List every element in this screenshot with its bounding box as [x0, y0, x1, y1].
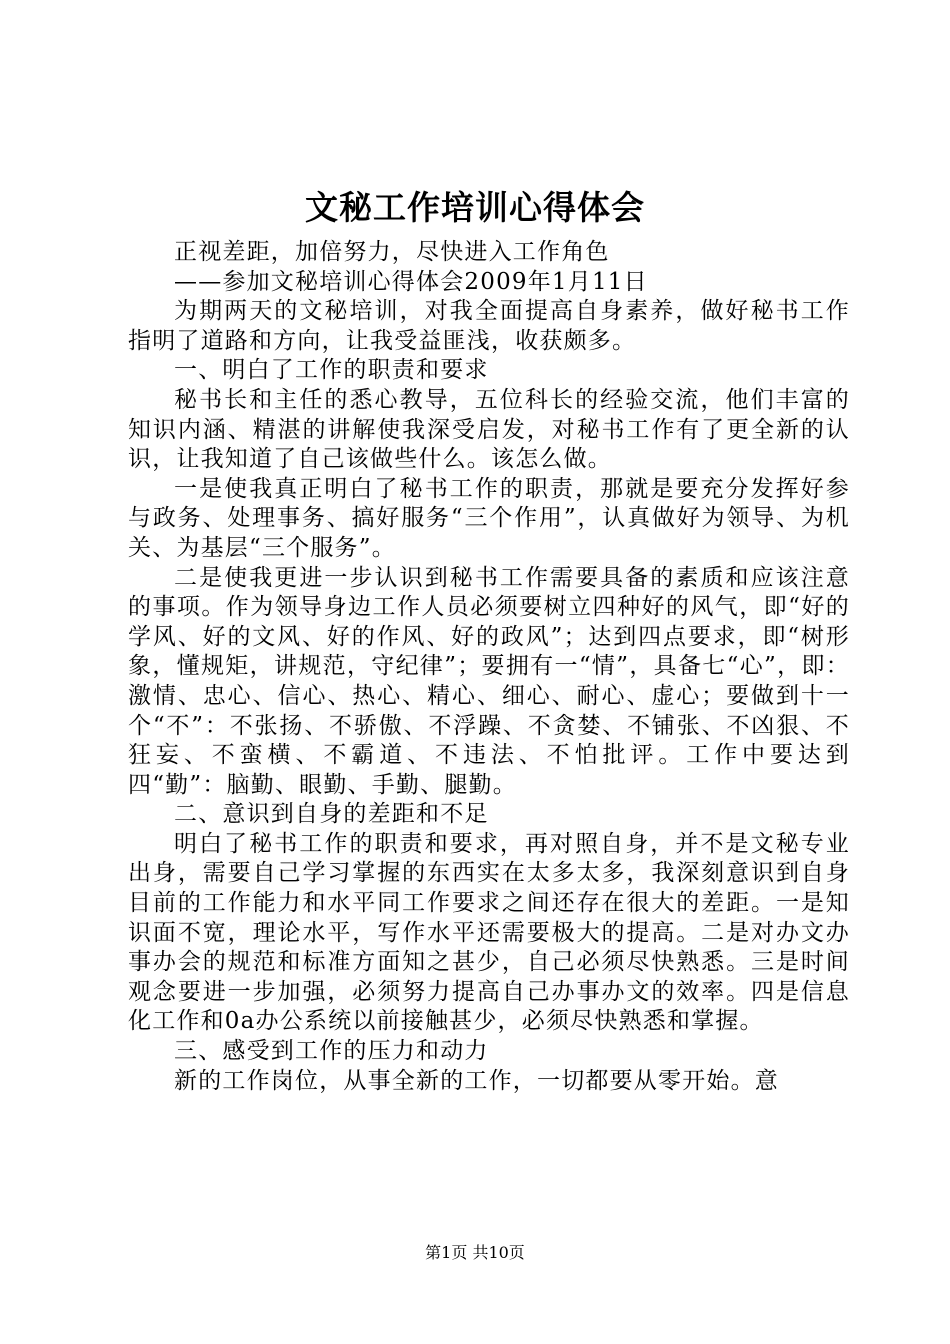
body-paragraph: 一是使我真正明白了秘书工作的职责，那就是要充分发挥好参与政务、处理事务、搞好服务“三个作用”，认真做好为领导、为机关、为基层“三个服务”。: [128, 475, 850, 561]
document-title: 文秘工作培训心得体会: [305, 188, 645, 227]
page-footer: 第1页 共10页: [425, 1243, 525, 1262]
body-paragraph: 秘书长和主任的悉心教导，五位科长的经验交流，他们丰富的知识内涵、精湛的讲解使我深受启发，对秘书工作有了更全新的认识，让我知道了自己该做些什么。该怎么做。: [128, 386, 850, 473]
section-heading-1: 一、明白了工作的职责和要求: [174, 357, 489, 384]
document-body: [128, 238, 850, 1096]
section-heading-3: 三、感受到工作的压力和动力: [174, 1038, 489, 1065]
subtitle-dateline: ——参加文秘培训心得体会2009年1月11日: [174, 268, 648, 295]
body-paragraph: 二是使我更进一步认识到秘书工作需要具备的素质和应该注意的事项。作为领导身边工作人员必须要树立四种好的风气，即“好的学风、好的文风、好的作风、好的政风”；达到四点要求，即“树形象，懂规矩，讲规范，守纪律”；要拥有一“情”，具备七“心”，即：激情、忠心、信心、热心、精心、细心、耐心、虚心；要做到十一个“不”：不张扬、不骄傲、不浮躁、不贪婪、不铺张、不凶狠、不狂妄、不蛮横、不霸道、不违法、不怕批评。工作中要达到四“勤”：脑勤、眼勤、手勤、腿勤。: [128, 564, 850, 798]
body-paragraph: 新的工作岗位，从事全新的工作，一切都要从零开始。意: [174, 1067, 779, 1094]
section-heading-2: 二、意识到自身的差距和不足: [174, 801, 489, 828]
body-paragraph: 明白了秘书工作的职责和要求，再对照自身，并不是文秘专业出身，需要自己学习掌握的东西实在太多太多，我深刻意识到自身目前的工作能力和水平同工作要求之间还存在很大的差距。一是知识面不宽，理论水平，写作水平还需要极大的提高。二是对办文办事办会的规范和标准方面知之甚少，自己必须尽快熟悉。三是时间观念要进一步加强，必须努力提高自己办事办文的效率。四是信息化工作和0a办公系统以前接触甚少，必须尽快熟悉和掌握。: [128, 830, 850, 1035]
subtitle-paragraph: 正视差距，加倍努力，尽快进入工作角色: [174, 239, 610, 265]
intro-paragraph: 为期两天的文秘培训，对我全面提高自身素养，做好秘书工作指明了道路和方向，让我受益匪浅，收获颇多。: [128, 298, 850, 354]
